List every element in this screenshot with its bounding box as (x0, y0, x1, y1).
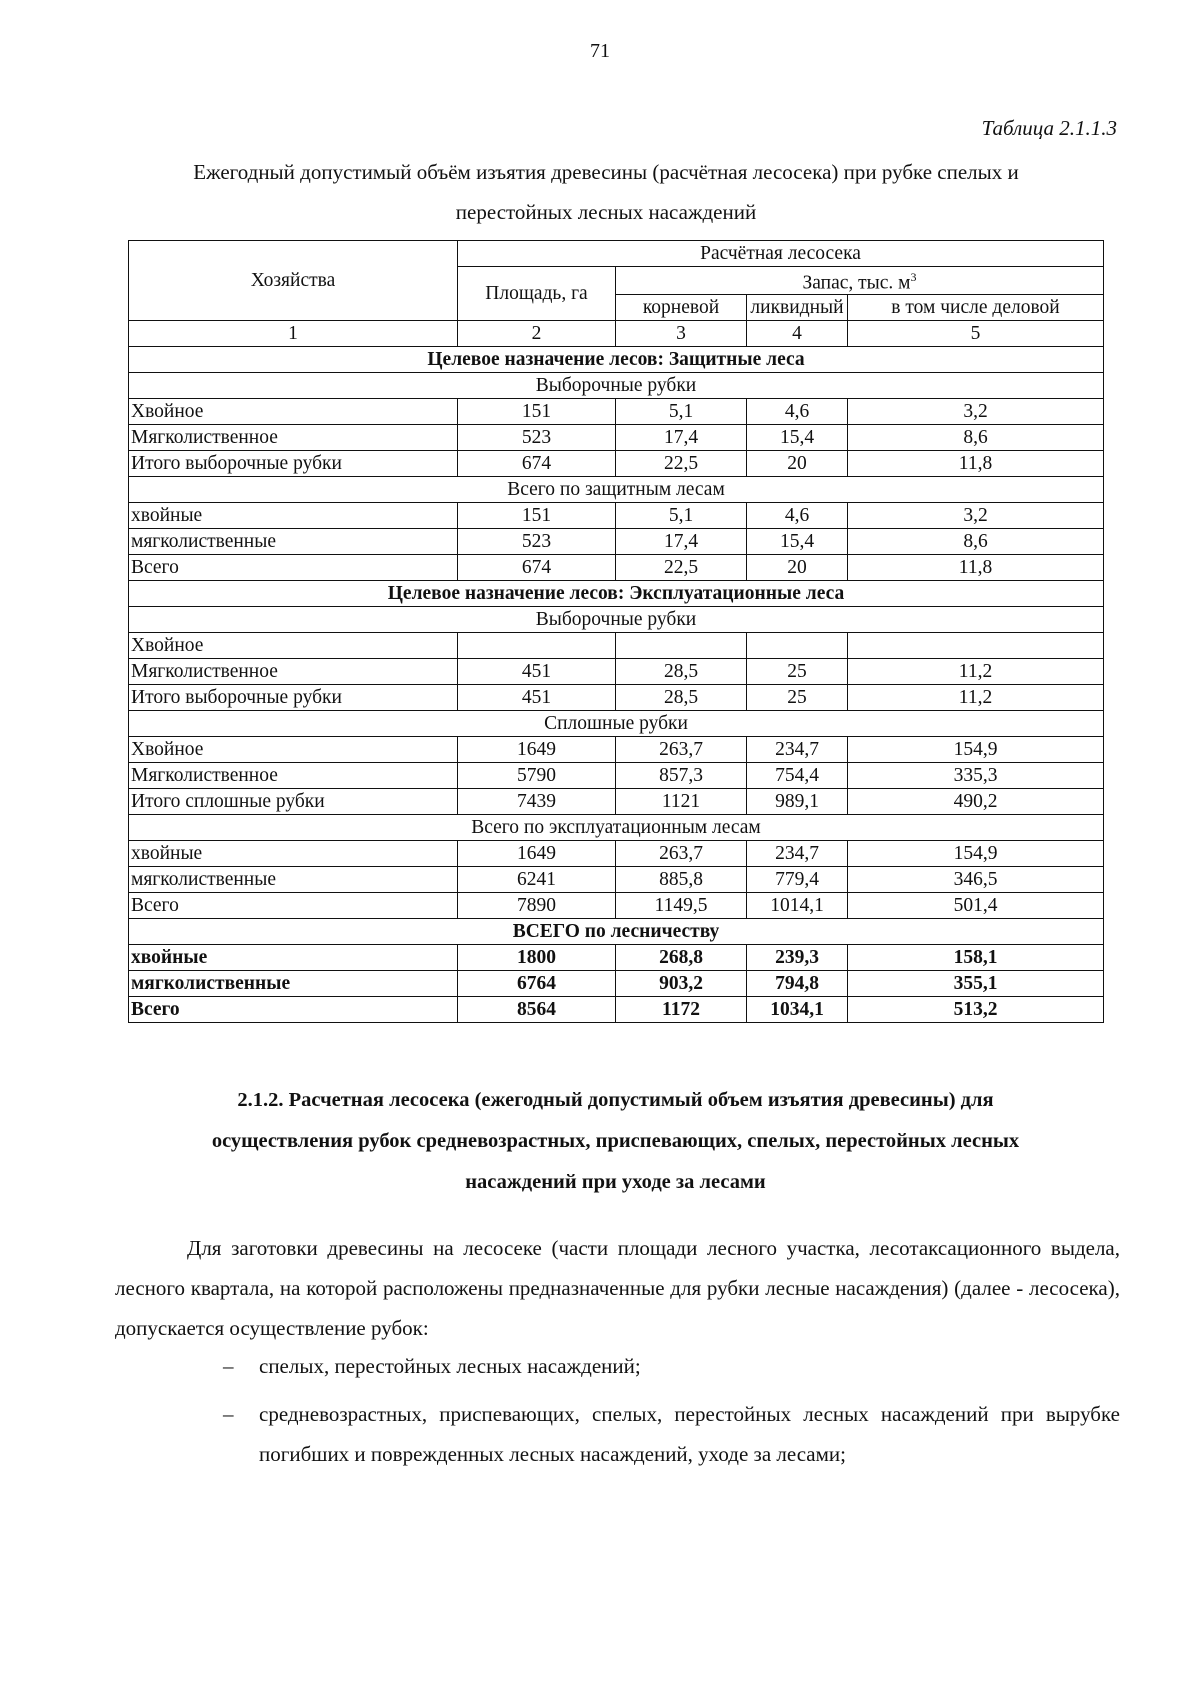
header-farms: Хозяйства (129, 241, 458, 321)
row-value: 5,1 (616, 398, 747, 424)
row-value: 674 (458, 450, 616, 476)
row-label: хвойные (129, 840, 458, 866)
table-row (129, 502, 1104, 528)
row-label: Мягколиственное (129, 762, 458, 788)
row-label: Итого сплошные рубки (129, 788, 458, 814)
row-value: 1121 (616, 788, 747, 814)
section-row (129, 918, 1104, 944)
column-number: 3 (616, 320, 747, 346)
row-value: 158,1 (848, 944, 1104, 970)
section-row (129, 476, 1104, 502)
row-value: 11,8 (848, 450, 1104, 476)
section-title: Всего по эксплуатационным лесам (129, 814, 1104, 840)
bullet-dash: – (223, 1402, 234, 1426)
row-label: Итого выборочные рубки (129, 450, 458, 476)
section-title: Выборочные рубки (129, 372, 1104, 398)
header-stock-sup: 3 (910, 270, 917, 284)
row-value: 1034,1 (747, 996, 848, 1022)
row-value: 4,6 (747, 398, 848, 424)
table-row (129, 736, 1104, 762)
row-value: 28,5 (616, 684, 747, 710)
row-value: 6764 (458, 970, 616, 996)
bullet-text: средневозрастных, приспевающих, спелых, перестойных лесных насаждений при вырубке погибших и поврежденных лесных насаждений, уходе за лесами; (259, 1402, 1120, 1466)
row-value: 490,2 (848, 788, 1104, 814)
row-value (747, 632, 848, 658)
row-label: хвойные (129, 944, 458, 970)
page-number: 71 (590, 40, 610, 62)
section-title: Целевое назначение лесов: Защитные леса (129, 346, 1104, 372)
row-value: 1014,1 (747, 892, 848, 918)
row-value: 501,4 (848, 892, 1104, 918)
row-value: 5790 (458, 762, 616, 788)
row-value: 151 (458, 502, 616, 528)
row-value: 15,4 (747, 528, 848, 554)
row-value: 7890 (458, 892, 616, 918)
table-caption-line: Ежегодный допустимый объём изъятия древесины (расчётная лесосека) при рубке спелых и (193, 160, 1019, 184)
header-stock (616, 267, 1104, 295)
row-label: мягколиственные (129, 528, 458, 554)
row-value: 451 (458, 658, 616, 684)
header-area: Площадь, га (458, 267, 616, 321)
row-label: Мягколиственное (129, 658, 458, 684)
bullet-dash: – (223, 1354, 234, 1378)
row-value: 885,8 (616, 866, 747, 892)
table-row (129, 970, 1104, 996)
row-value: 234,7 (747, 840, 848, 866)
row-label: Итого выборочные рубки (129, 684, 458, 710)
row-label: Хвойное (129, 398, 458, 424)
table-row (129, 554, 1104, 580)
row-value: 234,7 (747, 736, 848, 762)
header-stock-label: Запас, тыс. м (802, 272, 911, 294)
section-heading-line: 2.1.2. Расчетная лесосека (ежегодный допустимый объем изъятия древесины) для (237, 1089, 994, 1111)
row-value: 25 (747, 658, 848, 684)
row-value: 754,4 (747, 762, 848, 788)
row-value: 20 (747, 554, 848, 580)
row-value: 263,7 (616, 840, 747, 866)
table-caption-line: перестойных лесных насаждений (455, 200, 757, 224)
section-heading (128, 1080, 1103, 1203)
table-row (129, 840, 1104, 866)
section-row (129, 710, 1104, 736)
row-value: 523 (458, 424, 616, 450)
row-value (848, 632, 1104, 658)
row-value: 1172 (616, 996, 747, 1022)
body-paragraph: Для заготовки древесины на лесосеке (части площади лесного участка, лесотаксационного выдела, лесного квартала, на которой расположены предназначенные для рубки лесные насаждения) (далее - лесосека), допускается осуществление рубок: (115, 1236, 1120, 1340)
bullet-text: спелых, перестойных лесных насаждений; (259, 1354, 641, 1378)
table-row (129, 944, 1104, 970)
row-value: 451 (458, 684, 616, 710)
table-body (129, 346, 1104, 1022)
row-value: 857,3 (616, 762, 747, 788)
bullet-item (115, 1394, 1120, 1474)
row-value: 20 (747, 450, 848, 476)
table-row (129, 528, 1104, 554)
table-row (129, 996, 1104, 1022)
header-business: в том числе деловой (848, 294, 1104, 320)
row-label: хвойные (129, 502, 458, 528)
column-number: 5 (848, 320, 1104, 346)
section-row (129, 814, 1104, 840)
row-value: 513,2 (848, 996, 1104, 1022)
table-caption (128, 152, 1084, 232)
section-title: Сплошные рубки (129, 710, 1104, 736)
column-number-row (129, 320, 1104, 346)
row-value: 22,5 (616, 450, 747, 476)
column-number: 4 (747, 320, 848, 346)
row-value: 1649 (458, 736, 616, 762)
row-value: 17,4 (616, 528, 747, 554)
cutting-volume-table (128, 240, 1104, 1023)
table-row (129, 866, 1104, 892)
row-label: Всего (129, 554, 458, 580)
row-value: 346,5 (848, 866, 1104, 892)
column-number: 2 (458, 320, 616, 346)
row-label: Хвойное (129, 736, 458, 762)
table-header (129, 241, 1104, 347)
section-row (129, 580, 1104, 606)
row-value: 22,5 (616, 554, 747, 580)
row-label: Мягколиственное (129, 424, 458, 450)
column-number: 1 (129, 320, 458, 346)
row-value: 779,4 (747, 866, 848, 892)
row-value: 28,5 (616, 658, 747, 684)
row-label: Всего (129, 892, 458, 918)
row-value: 7439 (458, 788, 616, 814)
header-root: корневой (616, 294, 747, 320)
row-value: 794,8 (747, 970, 848, 996)
row-value: 25 (747, 684, 848, 710)
section-title: Выборочные рубки (129, 606, 1104, 632)
section-row (129, 346, 1104, 372)
table-row (129, 450, 1104, 476)
row-value: 523 (458, 528, 616, 554)
header-calc-cutting: Расчётная лесосека (458, 241, 1104, 267)
row-value: 154,9 (848, 736, 1104, 762)
header-liquid: ликвидный (747, 294, 848, 320)
row-value: 268,8 (616, 944, 747, 970)
row-value: 6241 (458, 866, 616, 892)
section-heading-line: насаждений при уходе за лесами (465, 1171, 766, 1193)
row-value: 1649 (458, 840, 616, 866)
table-number: Таблица 2.1.1.3 (981, 116, 1117, 140)
row-value: 1800 (458, 944, 616, 970)
row-value: 239,3 (747, 944, 848, 970)
table-row (129, 658, 1104, 684)
row-value: 989,1 (747, 788, 848, 814)
table-row (129, 788, 1104, 814)
row-value: 11,2 (848, 658, 1104, 684)
table-row (129, 892, 1104, 918)
row-value: 5,1 (616, 502, 747, 528)
bullet-list (115, 1346, 1120, 1482)
row-value: 8564 (458, 996, 616, 1022)
table-row (129, 398, 1104, 424)
row-value: 17,4 (616, 424, 747, 450)
row-value (616, 632, 747, 658)
table-row (129, 762, 1104, 788)
row-label: мягколиственные (129, 970, 458, 996)
section-title: ВСЕГО по лесничеству (129, 918, 1104, 944)
row-value: 335,3 (848, 762, 1104, 788)
table-row (129, 424, 1104, 450)
row-value: 674 (458, 554, 616, 580)
row-value: 8,6 (848, 424, 1104, 450)
row-value: 4,6 (747, 502, 848, 528)
row-value: 355,1 (848, 970, 1104, 996)
table-row (129, 684, 1104, 710)
row-value: 3,2 (848, 398, 1104, 424)
bullet-item (115, 1346, 1120, 1386)
row-value: 3,2 (848, 502, 1104, 528)
row-value: 903,2 (616, 970, 747, 996)
section-title: Целевое назначение лесов: Эксплуатационные леса (129, 580, 1104, 606)
row-label: Хвойное (129, 632, 458, 658)
row-value: 8,6 (848, 528, 1104, 554)
table-row (129, 632, 1104, 658)
section-title: Всего по защитным лесам (129, 476, 1104, 502)
row-value: 263,7 (616, 736, 747, 762)
header-row (129, 241, 1104, 267)
row-value: 1149,5 (616, 892, 747, 918)
row-value: 15,4 (747, 424, 848, 450)
row-value: 11,2 (848, 684, 1104, 710)
row-value: 11,8 (848, 554, 1104, 580)
row-value (458, 632, 616, 658)
section-heading-line: осуществления рубок средневозрастных, приспевающих, спелых, перестойных лесных (211, 1130, 1020, 1152)
row-value: 151 (458, 398, 616, 424)
section-row (129, 372, 1104, 398)
row-label: мягколиственные (129, 866, 458, 892)
row-label: Всего (129, 996, 458, 1022)
section-row (129, 606, 1104, 632)
row-value: 154,9 (848, 840, 1104, 866)
